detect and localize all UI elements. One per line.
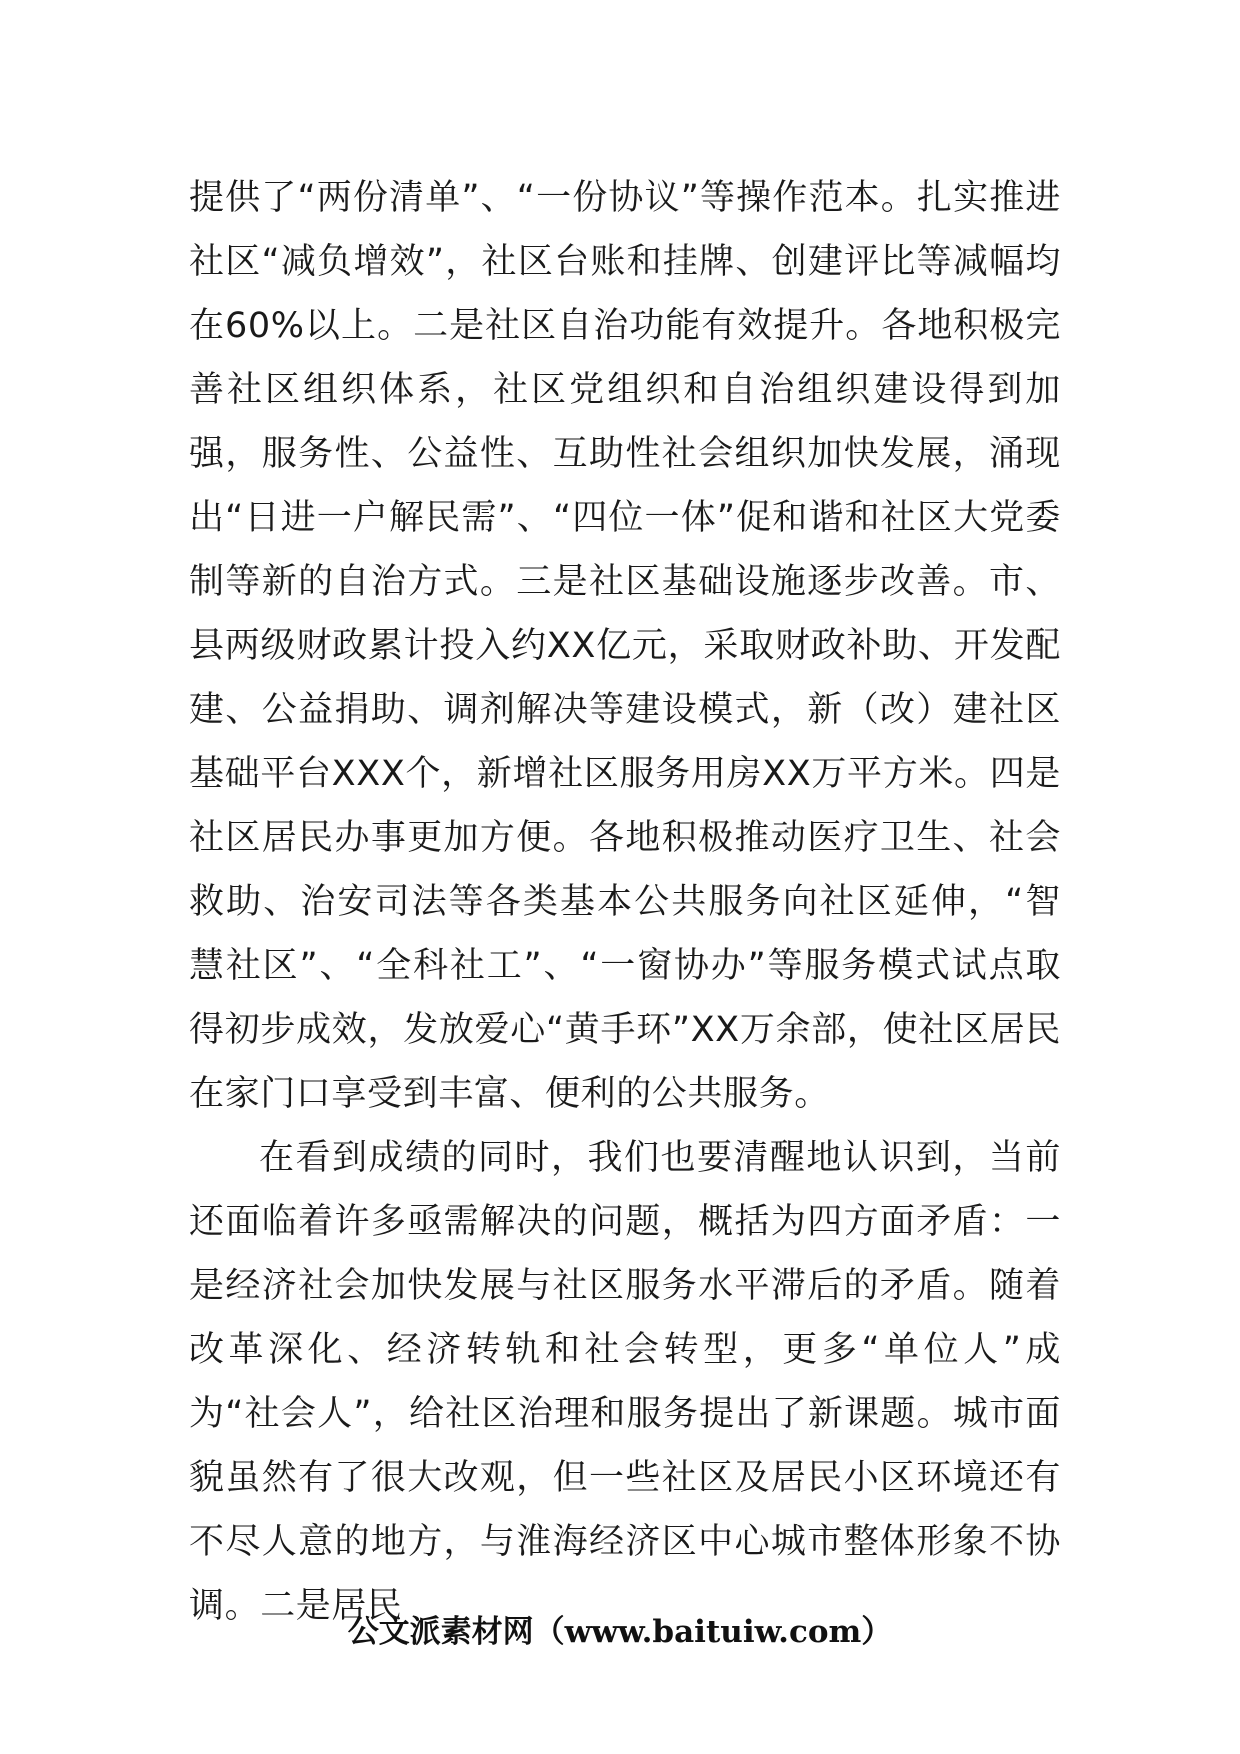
paragraph-continued: 提供了“两份清单”、“一份协议”等操作范本。扎实推进社区“减负增效”，社区台账和挂牌、创建评比等减幅均在60%以上。二是社区自治功能有效提升。各地积极完善社区组织体系，社区党组织和自治组织建设得到加强，服务性、公益性、互助性社会组织加快发展，涌现出“日进一户解民需”、“四位一体”促和谐和社区大党委制等新的自治方式。三是社区基础设施逐步改善。市、县两级财政累计投入约XX亿元，采取财政补助、开发配建、公益捐助、调剂解决等建设模式，新（改）建社区基础平台XXX个，新增社区服务用房XX万平方米。四是社区居民办事更加方便。各地积极推动医疗卫生、社会救助、治安司法等各类基本公共服务向社区延伸，“智慧社区”、“全科社工”、“一窗协办”等服务模式试点取得初步成效，发放爱心“黄手环”XX万余部，使社区居民在家门口享受到丰富、便利的公共服务。 — [189, 178, 1061, 1114]
footer-watermark: 公文派素材网（www.baituiw.com） — [347, 1614, 893, 1650]
document-body — [189, 166, 1061, 1638]
paragraph-problems: 在看到成绩的同时，我们也要清醒地认识到，当前还面临着许多亟需解决的问题，概括为四方面矛盾：一是经济社会加快发展与社区服务水平滞后的矛盾。随着改革深化、经济转轨和社会转型，更多“单位人”成为“社会人”，给社区治理和服务提出了新课题。城市面貌虽然有了很大改观，但一些社区及居民小区环境还有不尽人意的地方，与淮海经济区中心城市整体形象不协调。二是居民 — [189, 1138, 1061, 1626]
